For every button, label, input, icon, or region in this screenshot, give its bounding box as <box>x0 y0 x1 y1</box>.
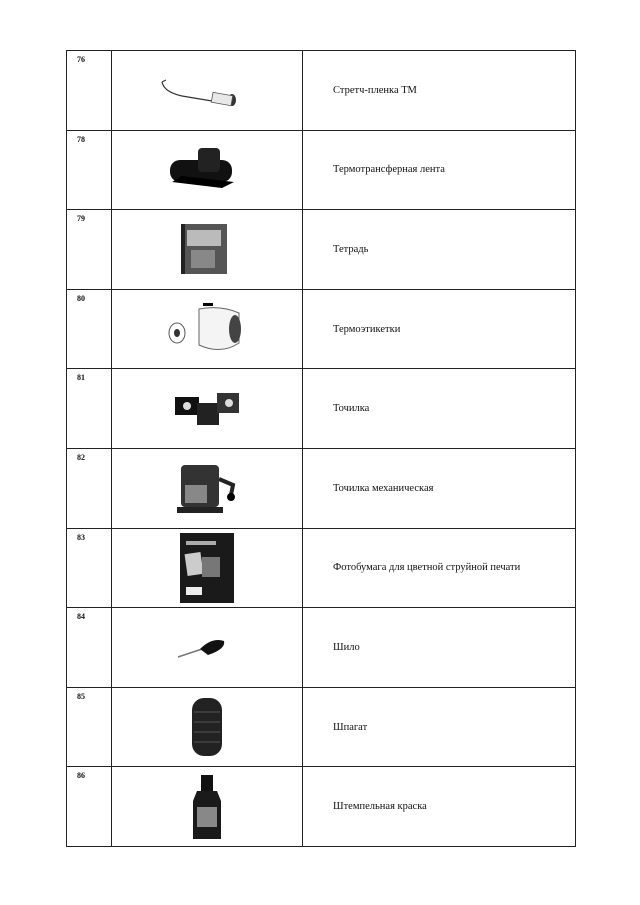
row-number: 82 <box>67 448 112 528</box>
row-number: 76 <box>67 51 112 131</box>
product-name: Шило <box>303 608 576 688</box>
table-row <box>67 289 576 369</box>
thermal-transfer-ribbon-icon <box>162 142 252 198</box>
product-name: Термотрансферная лента <box>303 130 576 210</box>
table-row <box>67 448 576 528</box>
product-name: Шпагат <box>303 687 576 767</box>
stretch-film-roll-icon <box>152 70 262 110</box>
photo-paper-pack-icon <box>174 531 240 605</box>
awl-icon <box>172 627 242 667</box>
table-row <box>67 369 576 449</box>
product-image-cell <box>112 210 303 290</box>
product-image-cell <box>112 767 303 847</box>
product-name: Точилка механическая <box>303 448 576 528</box>
product-image-cell <box>112 687 303 767</box>
thermal-labels-roll-icon <box>159 299 255 359</box>
product-table <box>66 50 576 847</box>
table-row <box>67 130 576 210</box>
product-image-cell <box>112 608 303 688</box>
row-number: 79 <box>67 210 112 290</box>
product-image-cell <box>112 51 303 131</box>
notebook-icon <box>167 218 247 280</box>
product-name: Тетрадь <box>303 210 576 290</box>
row-number: 80 <box>67 289 112 369</box>
product-name: Стретч-пленка ТМ <box>303 51 576 131</box>
row-number: 86 <box>67 767 112 847</box>
row-number: 78 <box>67 130 112 210</box>
product-image-cell <box>112 448 303 528</box>
twine-spool-icon <box>182 692 232 762</box>
table-row <box>67 767 576 847</box>
product-name: Фотобумага для цветной струйной печати <box>303 528 576 608</box>
product-name: Штемпельная краска <box>303 767 576 847</box>
table-row <box>67 528 576 608</box>
table-row <box>67 210 576 290</box>
product-image-cell <box>112 369 303 449</box>
row-number: 84 <box>67 608 112 688</box>
product-image-cell <box>112 528 303 608</box>
table-row <box>67 51 576 131</box>
stamp-ink-bottle-icon <box>187 771 227 843</box>
table-row <box>67 687 576 767</box>
row-number: 85 <box>67 687 112 767</box>
product-table-page <box>66 50 576 847</box>
product-name: Термоэтикетки <box>303 289 576 369</box>
row-number: 81 <box>67 369 112 449</box>
product-image-cell <box>112 289 303 369</box>
product-image-cell <box>112 130 303 210</box>
product-name: Точилка <box>303 369 576 449</box>
table-row <box>67 608 576 688</box>
pencil-sharpener-icon <box>167 387 247 431</box>
mechanical-sharpener-icon <box>167 455 247 521</box>
row-number: 83 <box>67 528 112 608</box>
